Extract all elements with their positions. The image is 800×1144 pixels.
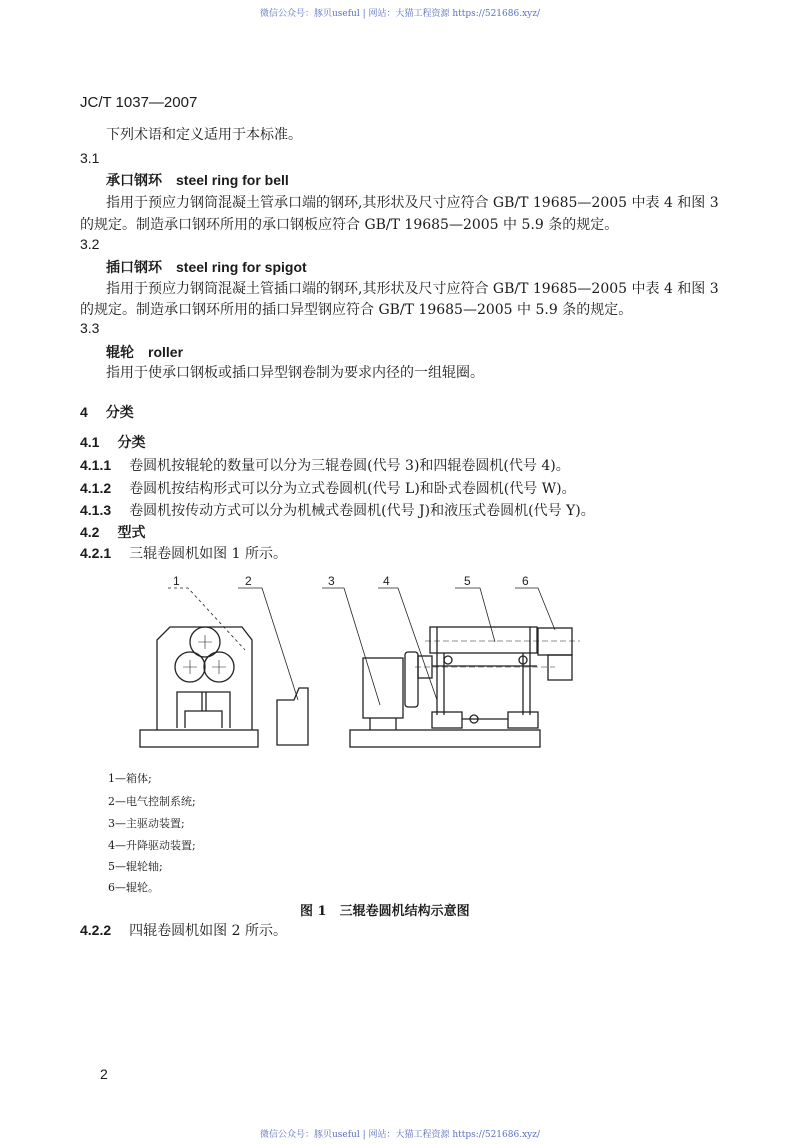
clause: 4.2.1 三辊卷圆机如图 1 所示。: [80, 545, 287, 562]
part-label-4: 4: [383, 574, 390, 588]
term-title: 承口钢环 steel ring for bell: [106, 172, 289, 189]
watermark-bottom: 微信公众号：豚贝useful | 网站：大猫工程资源 https://521686.xyz/: [259, 1130, 541, 1140]
clause: 4.1.2 卷圆机按结构形式可以分为立式卷圆机(代号 L)和卧式卷圆机(代号 W)。: [80, 480, 576, 497]
legend-item: 2—电气控制系统;: [108, 795, 196, 808]
legend-item: 1—箱体;: [108, 772, 152, 785]
term-title: 辊轮 roller: [106, 344, 184, 361]
part-labels: [173, 574, 529, 588]
watermark-top: 微信公众号：豚贝useful | 网站：大猫工程资源 https://521686.xyz/: [259, 9, 541, 19]
term-number: 3.1: [80, 150, 100, 166]
clause: 4.1.3 卷圆机按传动方式可以分为机械式卷圆机(代号 J)和液压式卷圆机(代号 Y)。: [80, 502, 595, 519]
term-number: 3.3: [80, 320, 100, 336]
section-heading: 4 分类: [80, 404, 134, 421]
figure-caption: 图 1 三辊卷圆机结构示意图: [300, 904, 470, 919]
legend-item: 4—升降驱动装置;: [108, 839, 196, 852]
legend-item: 6—辊轮。: [108, 881, 159, 894]
page-number: 2: [100, 1066, 108, 1082]
intro-text: 下列术语和定义适用于本标准。: [106, 127, 302, 143]
legend-item: 5—辊轮轴;: [108, 860, 163, 873]
term-title: 插口钢环 steel ring for spigot: [106, 259, 307, 276]
legend-item: 3—主驱动装置;: [108, 817, 185, 830]
part-label-6: 6: [522, 574, 529, 588]
term-definition: 指用于预应力钢筒混凝土管插口端的钢环,其形状及尺寸应符合 GB/T 19685—2005 中表 4 和图 3: [106, 281, 719, 297]
part-label-1: 1: [173, 574, 180, 588]
subsection-heading: 4.2 型式: [80, 524, 146, 541]
clause: 4.2.2 四辊卷圆机如图 2 所示。: [80, 922, 287, 939]
part-label-3: 3: [328, 574, 335, 588]
term-definition: 指用于使承口钢板或插口异型钢卷制为要求内径的一组辊圈。: [106, 365, 484, 381]
term-definition: 指用于预应力钢筒混凝土管承口端的钢环,其形状及尺寸应符合 GB/T 19685—2005 中表 4 和图 3: [106, 195, 719, 211]
subsection-heading: 4.1 分类: [80, 434, 146, 451]
standard-header: JC/T 1037—2007: [80, 94, 198, 111]
clause: 4.1.1 卷圆机按辊轮的数量可以分为三辊卷圆(代号 3)和四辊卷圆机(代号 4)。: [80, 457, 570, 474]
term-definition: 的规定。制造承口钢环所用的承口钢板应符合 GB/T 19685—2005 中 5.9 条的规定。: [80, 217, 619, 233]
part-label-2: 2: [245, 574, 252, 588]
term-number: 3.2: [80, 236, 100, 252]
part-label-5: 5: [464, 574, 471, 588]
term-definition: 的规定。制造承口钢环所用的插口异型钢应符合 GB/T 19685—2005 中 5.9 条的规定。: [80, 302, 633, 318]
